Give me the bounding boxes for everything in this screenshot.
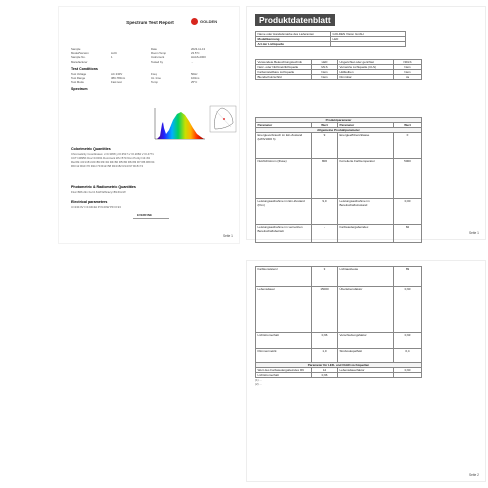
table-header-row: Allgemeine Produktparameter: [256, 128, 422, 133]
brand-logo: [191, 18, 217, 26]
footnote: (1) ...: [255, 378, 263, 382]
colorimetric-line: Ra=82.4 R1=81 R2=89 R3=94 R4=80 R5=80 R6=83 R7=86 R8=64: [71, 160, 155, 164]
condition-row: Test Mode Fast test Temp 25°C: [71, 80, 198, 85]
datasheet-title: Produktdatenblatt: [255, 14, 335, 26]
white-point-marker: [223, 118, 225, 120]
logo-text: GOLDEN: [200, 19, 218, 24]
table-row: Nutzlichtstrom (Φuse) 806 Korrelierte Farbtemperatur 5000: [256, 159, 422, 199]
table-row: Name oder Handelsmarke des Lieferanten GOLDEN Vision GmbH: [256, 32, 406, 37]
table-row: Lichtstromerhalt 0,96: [256, 373, 422, 378]
signature-line: [133, 218, 169, 219]
spectrum-curve: [157, 112, 204, 139]
table-row: Wert des Farbwiedergabeindex R9 12 Lebensdauerfaktor 0,90: [256, 368, 422, 373]
meta-row: Sample No. 1 Instrument HAAS-2000: [71, 55, 206, 60]
photometric-line: Flux=806.2lm Fe=2.61W Efficacy=89.6lm/W: [71, 190, 126, 194]
product-datasheet-page: [246, 6, 486, 240]
table-row: Flimmermetrik 1,0 Stroboskopeffekt 0,4: [256, 349, 422, 363]
test-conditions-heading: Test Conditions: [71, 67, 98, 71]
signature: EVERFINE: [137, 213, 153, 217]
meta-row: Model/Version Licht Room Temp 23.5°C: [71, 51, 200, 56]
footnote: (2) ...: [255, 382, 263, 386]
spectrum-heading: Spectrum: [71, 87, 88, 91]
continued-parameters-table: [255, 266, 422, 378]
colorimetric-line: R9=12 R10=70 R11=79 R12=58 R13=82 R14=97 R15=74: [71, 164, 144, 168]
light-source-table: [255, 59, 422, 80]
table-row: Art der Lichtquelle: [256, 42, 406, 47]
colorimetric-heading: Colorimetric Quantities: [71, 147, 111, 151]
report-title: Spectrum Test Report: [126, 20, 174, 25]
table-row: Verwendete Beleuchtungstechnik LED Ungerichtet oder gerichtet NDLS: [256, 60, 422, 65]
chromaticity-diagram: [209, 105, 237, 133]
colorimetric-line: Chromaticity Coordinates: x=0.3458 y=0.3517 u'=0.2084 v'=0.4771: [71, 152, 154, 156]
table-row: Lebensdauer 15000 Überlebensfaktor 0,90: [256, 287, 422, 333]
table-row: Farbeinstellbare Lichtquelle Nein Hüllkolben Nein: [256, 70, 422, 75]
report-meta: [71, 47, 231, 64]
electrical-heading: Electrical parameters: [71, 200, 108, 204]
table-row: Netz- oder Nichtnetzlichtquelle MLS Vernetzte Lichtquelle (CLS) Nein: [256, 65, 422, 70]
electrical-line: U=230.0V I=0.0419A P=9.00W PF=0.93: [71, 205, 121, 209]
table-row: Leistungsaufnahme im Ein-Zustand (Pon) 9,0 Leistungsaufnahme im Bereitschaftszustand 0,00: [256, 199, 422, 225]
colorimetric-line: CCT=4995K Duv=0.0031 Dominant WL=573.6nm Purity=13.4%: [71, 156, 151, 160]
product-parameters-table: [255, 117, 422, 243]
table-header-row: Parameter für LED- und OLED-Lichtquellen: [256, 363, 422, 368]
supplier-info-table: [255, 31, 406, 47]
photometric-values: [71, 190, 231, 194]
page-number: Seite 2: [469, 473, 479, 477]
colorimetric-values: [71, 152, 231, 168]
table-row: Modellkennung LED: [256, 37, 406, 42]
table-row: Energieverbrauch im Ein-Zustand (kWh/1000 h) 9 Energieeffizienzklasse F: [256, 133, 422, 159]
photometric-heading: Photometric & Radiometric Quantities: [71, 185, 136, 189]
table-header-row: Parameter Wert Parameter Wert: [256, 123, 422, 128]
product-datasheet-page-2: [246, 260, 486, 482]
electrical-values: [71, 205, 231, 209]
page-number: Seite 1: [223, 234, 233, 238]
meta-row: Sample Date 2023-11-13: [71, 47, 206, 51]
table-row: Leistungsaufnahme im vernetzten Bereitschaftsbetrieb - Farbwiedergabeindex 82: [256, 225, 422, 243]
spectrum-report-page: [58, 6, 240, 244]
logo-mark-icon: [191, 18, 198, 25]
table-row: Lichtstromerhalt 0,96 Verschiebungsfaktor 0,93: [256, 333, 422, 349]
table-row: Blendschutzschild Nein Dimmbar Ja: [256, 75, 422, 80]
table-header-row: Produktparameter: [256, 118, 422, 123]
condition-row: Test Voltage AC 230V Freq 50Hz: [71, 72, 198, 76]
meta-row: Manufacturer Tested by ...: [71, 59, 194, 64]
spectrum-graph: [151, 106, 207, 144]
condition-row: Test Range 380-780nm Int. time 100ms: [71, 76, 200, 81]
test-conditions: [71, 72, 231, 85]
table-row: Farbkonsistenz 3 Lichtausbeute 89: [256, 267, 422, 287]
page-number: Seite 1: [469, 231, 479, 235]
